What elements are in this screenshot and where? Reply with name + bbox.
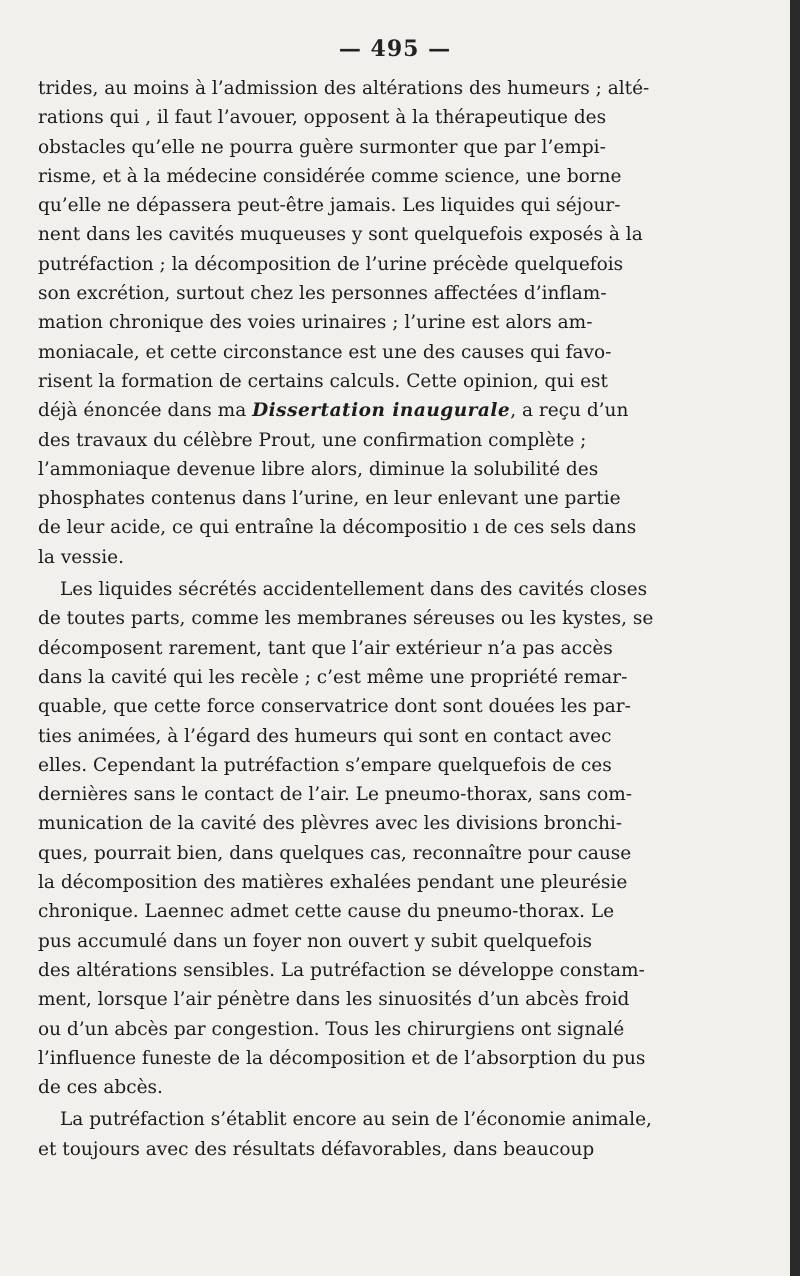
paragraph-3: [38, 1105, 698, 1164]
text-line: La putréfaction s’établit encore au sein de l’économie animale,: [60, 1109, 652, 1131]
text-line: obstacles qu’elle ne pourra guère surmonter que par l’empi-: [38, 136, 606, 158]
text-line: de toutes parts, comme les membranes séreuses ou les kystes, se: [38, 608, 654, 630]
text-line: dernières sans le contact de l’air. Le pneumo-thorax, sans com-: [38, 784, 633, 806]
paragraph-1: [38, 74, 698, 572]
page-edge-shadow: [790, 0, 800, 1276]
text-line: l’influence funeste de la décomposition et de l’absorption du pus: [38, 1047, 646, 1069]
text-line: risent la formation de certains calculs. Cette opinion, qui est: [38, 370, 608, 392]
text-line: qu’elle ne dépassera peut-être jamais. Les liquides qui séjour-: [38, 195, 621, 217]
text-line: quable, que cette force conservatrice dont sont douées les par-: [38, 696, 631, 718]
text-line: elles. Cependant la putréfaction s’empare quelquefois de ces: [38, 754, 612, 776]
text-line: munication de la cavité des plèvres avec les divisions bronchi-: [38, 813, 623, 835]
text-segment: déjà énoncée dans ma: [38, 400, 253, 422]
text-line: des altérations sensibles. La putréfaction se développe constam-: [38, 959, 645, 981]
text-line: ou d’un abcès par congestion. Tous les chirurgiens ont signalé: [38, 1018, 625, 1040]
text-line: rations qui , il faut l’avouer, opposent à la thérapeutique des: [38, 107, 607, 129]
text-line: ties animées, à l’égard des humeurs qui sont en contact avec: [38, 725, 612, 747]
text-line: putréfaction ; la décomposition de l’urine précède quelquefois: [38, 253, 624, 275]
body-text: [38, 74, 698, 1164]
text-line: pus accumulé dans un foyer non ouvert y subit quelquefois: [38, 930, 592, 952]
text-line: risme, et à la médecine considérée comme science, une borne: [38, 165, 622, 187]
text-line: Les liquides sécrétés accidentellement dans des cavités closes: [60, 579, 648, 601]
text-segment: , a reçu d’un: [510, 400, 629, 422]
text-line: moniacale, et cette circonstance est une des causes qui favo-: [38, 341, 612, 363]
text-line: son excrétion, surtout chez les personnes affectées d’inflam-: [38, 283, 607, 305]
text-line: nent dans les cavités muqueuses y sont quelquefois exposés à la: [38, 224, 643, 246]
text-line: ques, pourrait bien, dans quelques cas, reconnaître pour cause: [38, 842, 632, 864]
text-line: ment, lorsque l’air pénètre dans les sinuosités d’un abcès froid: [38, 989, 630, 1011]
italic-title: Dissertation inaugurale: [252, 400, 511, 422]
text-line: phosphates contenus dans l’urine, en leur enlevant une partie: [38, 488, 621, 510]
text-line: de leur acide, ce qui entraîne la décompositio ı de ces sels dans: [38, 517, 637, 539]
text-line: mation chronique des voies urinaires ; l’urine est alors am-: [38, 312, 593, 334]
text-line-with-italic: [38, 396, 698, 425]
text-line: l’ammoniaque devenue libre alors, diminue la solubilité des: [38, 458, 599, 480]
text-line: chronique. Laennec admet cette cause du pneumo-thorax. Le: [38, 901, 615, 923]
paragraph-2: [38, 575, 698, 1102]
page-number: — 495 —: [338, 36, 452, 62]
text-line: décomposent rarement, tant que l’air extérieur n’a pas accès: [38, 637, 613, 659]
text-line: la décomposition des matières exhalées pendant une pleurésie: [38, 872, 628, 894]
text-line: la vessie.: [38, 546, 124, 568]
text-line: et toujours avec des résultats défavorables, dans beaucoup: [38, 1138, 595, 1160]
text-line: des travaux du célèbre Prout, une confirmation complète ;: [38, 429, 587, 451]
text-line: trides, au moins à l’admission des altérations des humeurs ; alté-: [38, 78, 650, 99]
text-line: de ces abcès.: [38, 1077, 163, 1099]
text-line: dans la cavité qui les recèle ; c’est même une propriété remar-: [38, 666, 628, 688]
